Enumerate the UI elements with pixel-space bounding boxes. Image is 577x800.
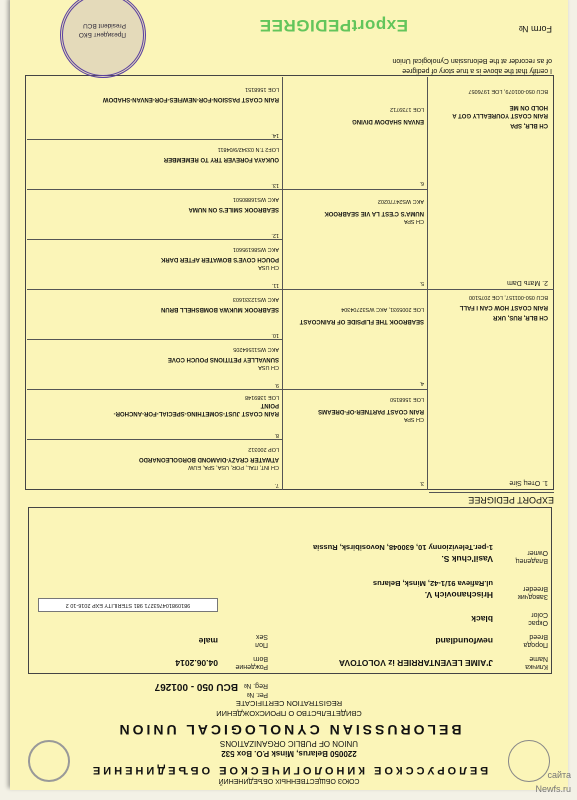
pedigree-certificate — [10, 0, 568, 790]
ggp8-reg: LOE 1389148 — [245, 394, 279, 400]
gp4-reg: LOE 2005931, AKC WS32704304 — [341, 306, 424, 312]
owner-label-en: Owner — [527, 549, 548, 556]
gp5-reg: AKC WS24770202 — [377, 198, 424, 204]
pedigree-title: EXPORT PEDIGREE — [468, 495, 554, 505]
gp4-name: SEABROOK THE FLIPSIDE OF RAINCOAST — [299, 318, 424, 324]
breeder-label-ru: Заводчик — [517, 593, 548, 600]
microchip-label: 981098104763271 981 STERILITY EXP 2016-10 2 — [38, 598, 218, 612]
ggp9-name: SUNVALLEY PETITIONS POUCH COVE — [167, 356, 279, 362]
header-org-ru: БЕЛОРУССКОЕ КИНОЛОГИЧЕСКОЕ ОБЪЕДИНЕНИЕ — [89, 764, 489, 776]
certificate-title-ru: СВИДЕТЕЛЬСТВО О ПРОИСХОЖДЕНИИ — [216, 709, 362, 718]
registration-number: BCU 050 - 001267 — [154, 681, 238, 692]
row-divider-6 — [27, 139, 283, 140]
owner-name: Vasil'chuk S. — [441, 554, 493, 564]
breeder-label-en: Breeder — [523, 585, 548, 592]
birth-date: 04.06.2014 — [175, 658, 218, 668]
president-label-ru: Президент БКО — [78, 31, 126, 38]
row-divider-1 — [27, 389, 428, 390]
sex-label-en: Sex — [255, 633, 268, 640]
born-label-en: Born — [253, 655, 268, 662]
num-14: 14. — [271, 132, 279, 138]
born-label-ru: Рождение — [235, 663, 268, 670]
num-7: 7. — [274, 482, 279, 488]
sex-label-ru: Пол — [255, 641, 268, 648]
header-union-en: UNION OF PUBLIC ORGANIZATIONS — [219, 739, 359, 748]
ggp14-reg: LOE 1568151 — [245, 86, 279, 92]
reg-label-ru: Рег. № — [246, 691, 268, 698]
ggp10-reg: AKC WS12331603 — [232, 296, 279, 302]
color-value: black — [471, 614, 493, 624]
gp5-name: NUMA'S C'EST LA VIE SEABROOK — [324, 210, 424, 216]
header-address: 220050 Belarus, Minsk P.O. Box 532 — [221, 749, 357, 758]
certify-line-1: I certify that the above is a true story of pedigree — [402, 67, 552, 74]
ggp11-titles: CH USA — [258, 264, 279, 270]
num-8: 8. — [274, 432, 279, 438]
form-number-label: Form № — [518, 24, 552, 34]
num-11: 11. — [271, 282, 279, 288]
breeder-address: ul.Rafieva 91/1-42, Minsk, Belarus — [372, 579, 493, 588]
breed-value: newfoundland — [435, 636, 493, 646]
gen1-divider — [427, 77, 428, 490]
num-3: 3. — [419, 480, 424, 486]
row-divider-5 — [27, 239, 283, 240]
breeder-name: Hrischanovich V. — [424, 590, 493, 600]
reg-label-en: Reg. № — [243, 682, 268, 689]
gp3-titles: CH SPA — [403, 416, 424, 422]
name-label-en: Name — [529, 655, 548, 662]
sex-value: male — [198, 636, 218, 646]
header-union-ru: СОЮЗ ОБЩЕСТВЕННЫХ ОБЪЕДИНЕНИЙ — [218, 777, 360, 784]
sire-label: 1. Отец Sire — [509, 479, 548, 486]
ggp13-name: OUKAYA FOREVER TRY TO REMEMBER — [163, 156, 279, 162]
breed-label-ru: Порода — [523, 641, 548, 648]
dam-titles: CH BLR, SPA — [510, 122, 548, 128]
gp3-reg: LOE 1568150 — [390, 396, 424, 402]
ggp12-name: SEABROOK SMILE'S ON NUMA — [188, 206, 279, 212]
num-10: 10. — [271, 332, 279, 338]
color-label-ru: Окрас — [528, 619, 548, 626]
pedigree-title-underline — [429, 492, 554, 493]
gp6-name: ENVAN SHADOW DIVING — [352, 118, 424, 124]
ggp8-name-line1: RAIN COAST JUST-SOMETHING-SPECIAL-FOR-ANCHOR- — [113, 410, 279, 416]
owner-address: 1-per.Televizionny 10, 630048, Novosibirsk, Russia — [313, 543, 493, 552]
dam-name-line1: RAIN COAST YOUREALLY GOT A — [452, 112, 548, 118]
ggp9-titles: CH USA — [258, 364, 279, 370]
row-divider-3 — [27, 439, 283, 440]
row-divider-2 — [27, 189, 428, 190]
ggp7-reg: LOP 200312 — [248, 446, 279, 452]
official-seal-stamp — [60, 0, 146, 78]
ggp14-name: RAIN COAST PASSION-FOR-NEWFIES-FOR-ENVAN-SHADOW — [102, 96, 279, 102]
ggp7-name: ATWATER CRAZY-DIAMOND BORGOLEONARDO — [138, 456, 279, 462]
header-org-en: BELORUSSIAN CYNOLOGICAL UNION — [116, 722, 462, 738]
dog-name: J'AIME LEVENTARRIER iz VOLOTOVA — [338, 658, 493, 668]
num-13: 13. — [271, 182, 279, 188]
sire-name: RAIN COAST HOW CAN I FALL — [459, 304, 548, 310]
breed-label-en: Breed — [529, 633, 548, 640]
sire-reg: BCU 050-001157, LOE 2075100 — [468, 294, 548, 300]
export-pedigree-stamp: ExportPEDIGREE — [259, 16, 408, 35]
certify-line-2: of as recorder at the Belorussian Cynological Union — [392, 57, 552, 64]
gp3-name: RAIN COAST PARTNER-OF-DREAMS — [318, 408, 424, 414]
name-label-ru: Кличка — [525, 663, 548, 670]
num-12: 12. — [271, 232, 279, 238]
watermark-line-2: Newfs.ru — [535, 784, 571, 794]
ggp9-reg: AKC WS11564205 — [233, 346, 279, 352]
dam-name-line2: HOLD ON ME — [509, 104, 548, 110]
ggp13-reg: LOF2 T.N 03342/9/04811 — [217, 146, 279, 152]
dam-reg: BCU 050-001079, LOE 1976057 — [468, 88, 548, 94]
num-5: 5. — [419, 280, 424, 286]
owner-label-ru: Владелец — [515, 557, 548, 564]
president-label-en: President BCU — [83, 22, 126, 29]
num-9: 9. — [274, 382, 279, 388]
gp5-titles: CH SPA — [403, 218, 424, 224]
ggp8-name-line2: POINT — [260, 402, 279, 408]
pedigree-table — [25, 75, 554, 490]
ggp10-name: SEABROOK MUKWA BOMBSHELL BRUN — [161, 306, 279, 312]
certificate-title-en: REGISTRATION CERTIFICATE — [235, 699, 343, 708]
ggp12-reg: AKC WS16880501 — [232, 196, 279, 202]
watermark-line-1: сайта — [547, 770, 571, 780]
ggp11-reg: AKC WS86195601 — [232, 246, 279, 252]
row-divider-4 — [27, 339, 283, 340]
num-4: 4. — [419, 380, 424, 386]
ggp11-name: POUCH COVE'S BOWATER AFTER DARK — [160, 256, 279, 262]
color-label-en: Color — [531, 611, 548, 618]
sire-titles: CH BLR, RUS, UKR — [493, 314, 548, 320]
sire-dam-divider — [27, 289, 554, 290]
num-6: 6. — [419, 180, 424, 186]
ggp7-titles: CH INT, ITAL, POR, USA, SPA, EUW — [188, 464, 279, 470]
gp6-reg: LOE 1739712 — [390, 106, 424, 112]
dam-label: 2. Мать Dam — [506, 279, 548, 286]
